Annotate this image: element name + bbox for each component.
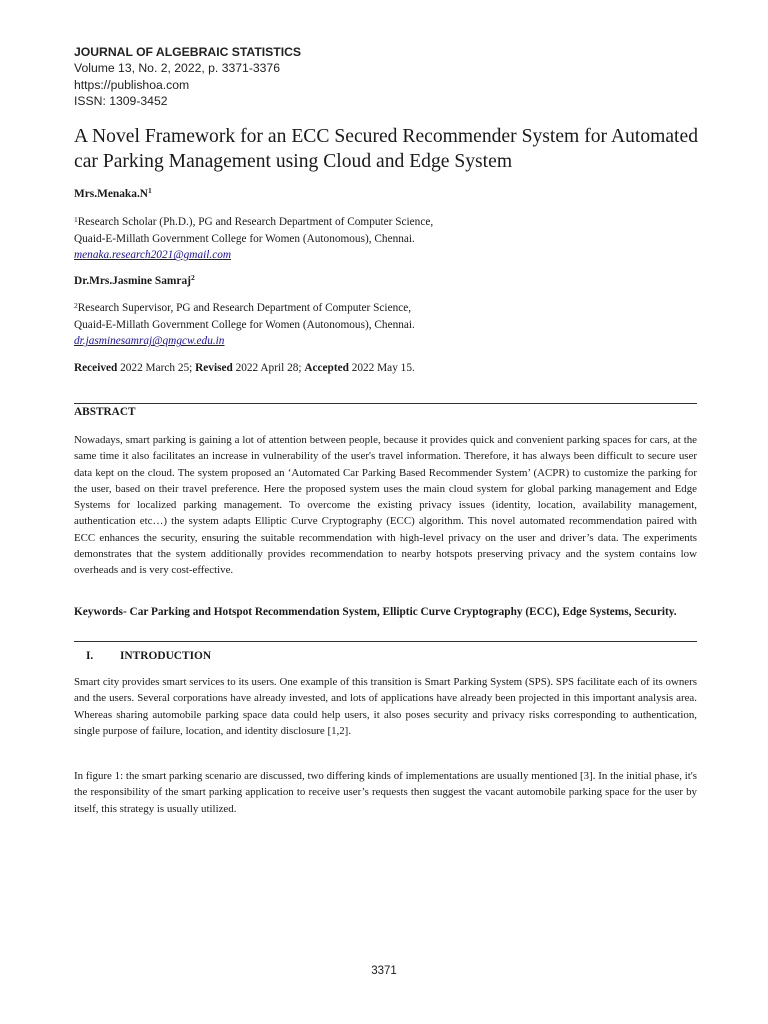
author-2-email-link[interactable]: dr.jasminesamraj@qmgcw.edu.in: [74, 335, 225, 348]
author-1-affiliation: $^1$Research Scholar (Ph.D.), PG and Research Department of Computer Science, Quaid-E-Millath Government College for Women (Autonomous), Chennai. menaka.research2021@gmail.com: [74, 215, 434, 262]
journal-name: JOURNAL OF ALGEBRAIC STATISTICS: [74, 45, 302, 59]
abstract-top-rule: [74, 403, 697, 404]
paper-title: A Novel Framework for an ECC Secured Recommender System for Automated car Parking Management using Cloud and Edge System: [74, 126, 698, 172]
journal-url[interactable]: https://publishoa.com: [74, 77, 190, 92]
author-2-affiliation: $^2$Research Supervisor, PG and Research Department of Computer Science, Quaid-E-Millath Government College for Women (Autonomous), Chennai. dr.jasminesamraj@qmgcw.edu.in: [74, 301, 415, 348]
page-number: 3371: [371, 965, 397, 977]
introduction-paragraph-2: In figure 1: the smart parking scenario are discussed, two differing kinds of implementations are usually mentioned [3]. In the initial phase, it's the responsibility of the smart parking application to receive user’s requests then suggest the vacant automobile parking space for the user by itself, this strategy is usually utilized.: [74, 770, 697, 815]
journal-volume: Volume 13, No. 2, 2022, p. 3371-3376: [74, 61, 280, 76]
keywords: Keywords- Car Parking and Hotspot Recommendation System, Elliptic Curve Cryptography (ECC), Edge Systems, Security.: [74, 606, 677, 618]
introduction-paragraph-1: Smart city provides smart services to its users. One example of this transition is Smart Parking System (SPS). SPS facilitate each of its owners and the users. Several corporations have already invested, and lots of applications have already been projected in this important analysis area. Whereas sharing automobile parking space data could help users, it also poses security and privacy risks corresponding to authentication, single purpose of failure, location, and identity disclosure [1,2].: [74, 676, 697, 737]
author-2-name: Dr.Mrs.Jasmine Samraj$^2$: [74, 273, 195, 287]
keywords-bottom-rule: [74, 641, 697, 642]
author-1-name: $Mrs.Menaka.N^1$: [74, 186, 152, 200]
publication-dates: Received 2022 March 25; Revised 2022 April 28; Accepted 2022 May 15.: [74, 362, 415, 374]
author-1-email-link[interactable]: menaka.research2021@gmail.com: [74, 249, 232, 262]
introduction-number: I.: [86, 650, 94, 662]
journal-issn: ISSN: 1309-3452: [74, 93, 168, 108]
abstract-heading: ABSTRACT: [74, 406, 136, 418]
introduction-heading: INTRODUCTION: [120, 650, 212, 662]
journal-header: [74, 44, 301, 109]
abstract-text: Nowadays, smart parking is gaining a lot of attention between people, because it provides quick and convenient parking spaces for cars, at the same time it also facilitates an increase in vulnerability of the user's travel information. Therefore, it has always been difficult to secure user data kept on the cloud. The system proposed an ‘Automated Car Parking Based Recommender System’ (ACPR) to customize the parking for the user, based on their travel preference. Here the proposed system uses the main cloud system for global parking management and Edge Systems for localized parking management. To overcome the existing privacy issues (identity, location, availability management, authentication etc…) the system adapts Elliptic Curve Cryptography (ECC) algorithm. This novel automated recommendation paired with ECC enhances the security, ensuring the suitable recommendation with high-level privacy on the user and driver’s data. The experiments demonstrates that the system additionally provides recommendation to nearby hotspots preserving privacy and the system contains low overheads and is very cost-effective.: [74, 434, 697, 576]
